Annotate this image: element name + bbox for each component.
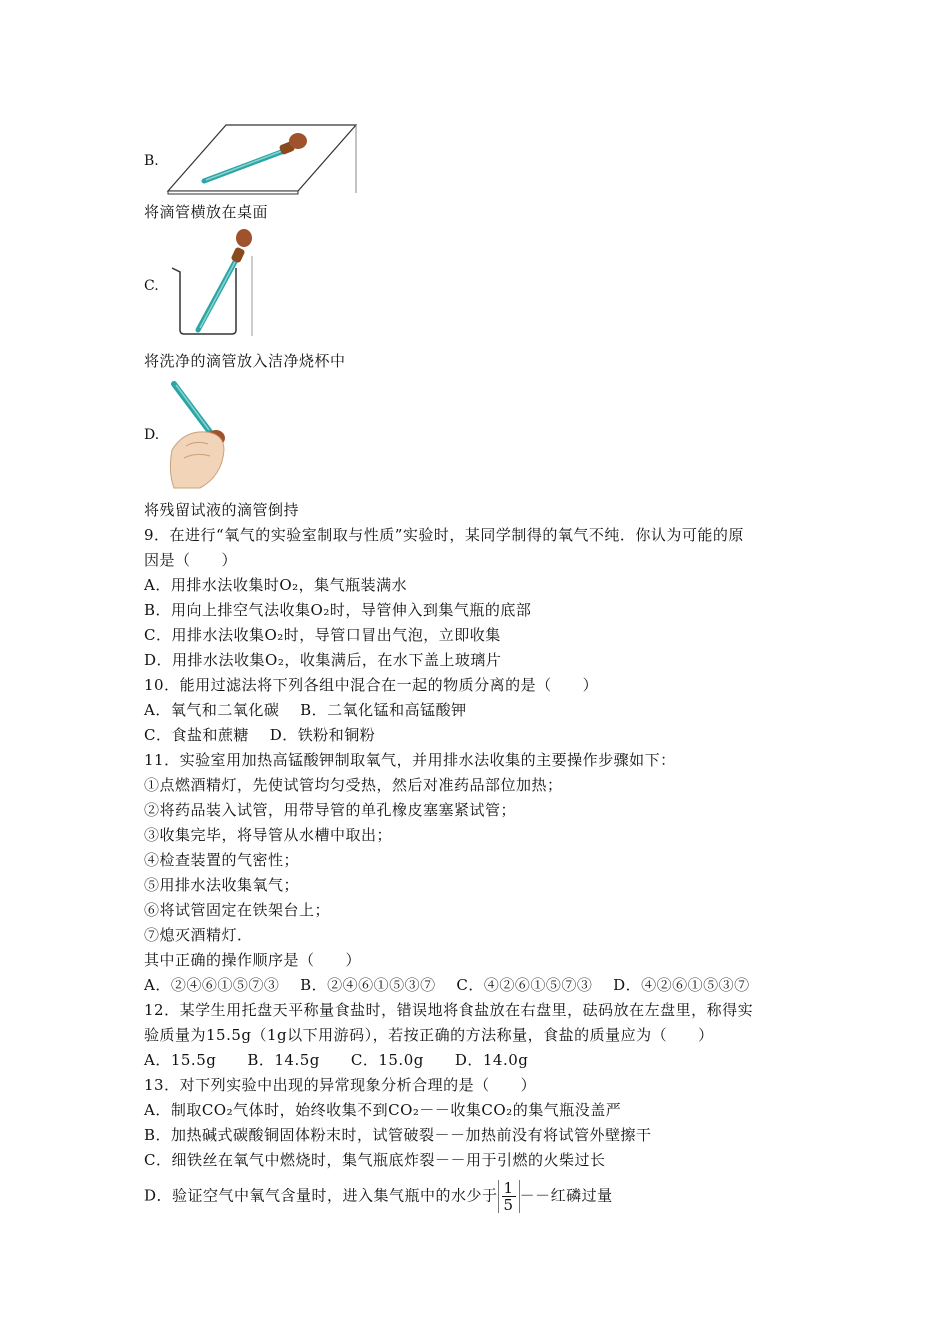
q13-option-c: C．细铁丝在氧气中燃烧时，集气瓶底炸裂－－用于引燃的火柴过长 — [144, 1151, 606, 1169]
q12-stem-line1: 12．某学生用托盘天平称量食盐时，错误地将食盐放在右盘里，砝码放在左盘里，称得实 — [144, 1001, 754, 1019]
q11-stem: 11．实验室用加热高锰酸钾制取氧气，并用排水法收集的主要操作步骤如下： — [144, 751, 676, 769]
q11-step-6: ⑥将试管固定在铁架台上； — [144, 901, 331, 919]
dropper-on-table-figure — [166, 123, 358, 195]
q11-step-5: ⑤用排水法收集氧气； — [144, 876, 300, 894]
option-b-text: 将滴管横放在桌面 — [144, 203, 269, 221]
dropper-held-inverted-figure — [166, 380, 230, 492]
q9-option-a: A．用排水法收集时O₂，集气瓶装满水 — [144, 576, 408, 594]
fraction-one-fifth — [498, 1180, 520, 1213]
option-c-text: 将洗净的滴管放入洁净烧杯中 — [144, 352, 346, 370]
option-d-label: D. — [144, 427, 160, 443]
q11-step-2: ②将药品装入试管，用带导管的单孔橡皮塞塞紧试管； — [144, 801, 517, 819]
dropper-in-beaker-figure — [168, 226, 256, 338]
q13-option-a: A．制取CO₂气体时，始终收集不到CO₂－－收集CO₂的集气瓶没盖严 — [144, 1101, 622, 1119]
q10-options-ab: A．氧气和二氧化碳 B．二氧化锰和高锰酸钾 — [144, 701, 467, 719]
q11-step-7: ⑦熄灭酒精灯． — [144, 926, 253, 944]
q9-option-b: B．用向上排空气法收集O₂时，导管伸入到集气瓶的底部 — [144, 601, 532, 619]
q13-option-d — [144, 1180, 613, 1213]
fraction-numerator: 1 — [503, 1179, 514, 1197]
option-d-text: 将残留试液的滴管倒持 — [144, 501, 300, 519]
q13-option-d-before: D．验证空气中氧气含量时，进入集气瓶中的水少于 — [144, 1186, 498, 1205]
option-c-label: C. — [144, 278, 159, 294]
q13-option-b: B．加热碱式碳酸铜固体粉末时，试管破裂－－加热前没有将试管外壁擦干 — [144, 1126, 652, 1144]
q10-stem: 10．能用过滤法将下列各组中混合在一起的物质分离的是（ ） — [144, 676, 599, 694]
q11-step-3: ③收集完毕，将导管从水槽中取出； — [144, 826, 393, 844]
q13-option-d-after: －－红磷过量 — [519, 1186, 613, 1205]
q11-options: A．②④⑥①⑤⑦③ B．②④⑥①⑤③⑦ C．④②⑥①⑤⑦③ D．④②⑥①⑤③⑦ — [144, 976, 750, 994]
q10-options-cd: C．食盐和蔗糖 D．铁粉和铜粉 — [144, 726, 376, 744]
q13-stem: 13．对下列实验中出现的异常现象分析合理的是（ ） — [144, 1076, 537, 1094]
option-b-label: B. — [144, 153, 159, 169]
q9-option-c: C．用排水法收集O₂时，导管口冒出气泡，立即收集 — [144, 626, 501, 644]
q9-stem-line2: 因是（ ） — [144, 551, 238, 569]
q9-option-d: D．用排水法收集O₂，收集满后，在水下盖上玻璃片 — [144, 651, 502, 669]
q11-step-4: ④检查装置的气密性； — [144, 851, 300, 869]
q12-stem-line2: 验质量为15.5g（1g以下用游码），若按正确的方法称量，食盐的质量应为（ ） — [144, 1026, 714, 1044]
fraction-denominator: 5 — [503, 1196, 514, 1214]
q9-stem-line1: 9．在进行“氧气的实验室制取与性质”实验时，某同学制得的氧气不纯．你认为可能的原 — [144, 526, 744, 544]
q12-options: A．15.5g B．14.5g C．15.0g D．14.0g — [144, 1051, 529, 1069]
q11-ask: 其中正确的操作顺序是（ ） — [144, 951, 362, 969]
q11-step-1: ①点燃酒精灯，先使试管均匀受热，然后对准药品部位加热； — [144, 776, 563, 794]
